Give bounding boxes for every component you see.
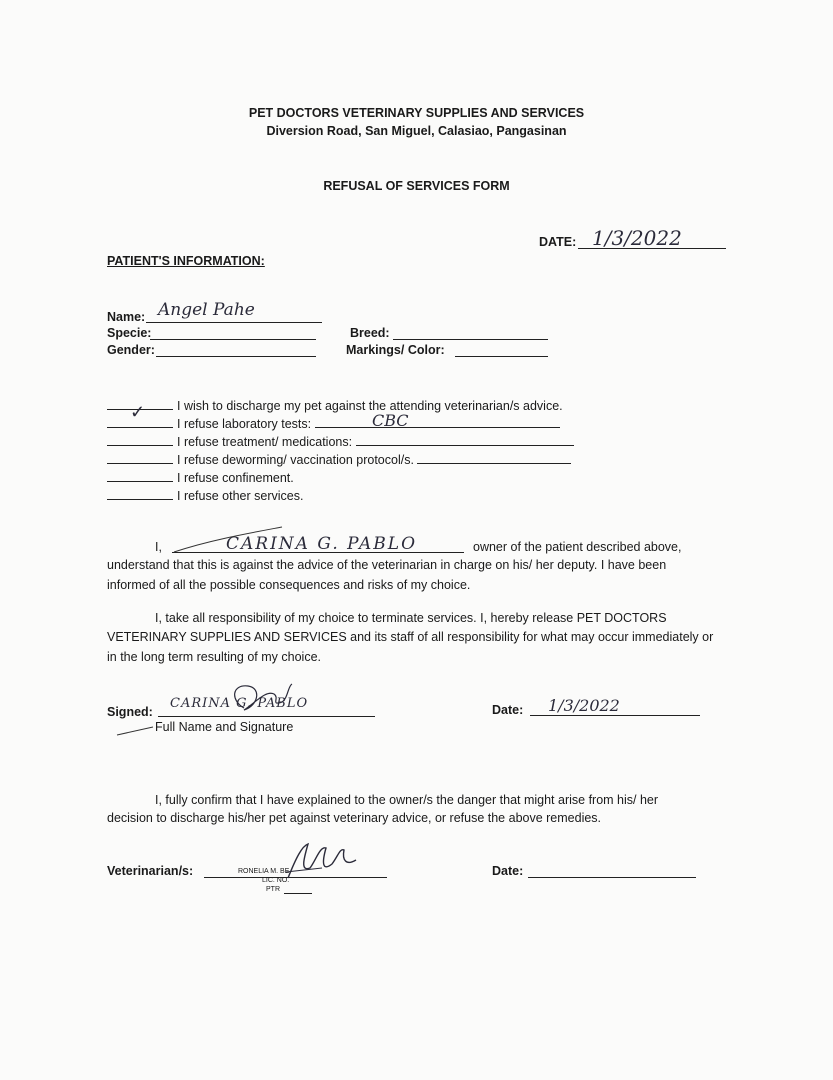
name-line[interactable] bbox=[146, 322, 322, 323]
signed-date-line[interactable] bbox=[530, 715, 700, 716]
date-label: DATE: bbox=[539, 235, 577, 249]
release-line1 bbox=[107, 608, 734, 628]
option-blank[interactable] bbox=[107, 415, 173, 428]
treatment-line[interactable] bbox=[356, 433, 574, 446]
vet-line1-text: I, fully confirm that I have explained to the owner/s the danger that might arise from his/ her bbox=[155, 793, 659, 807]
option-label: I refuse laboratory tests: bbox=[177, 417, 312, 431]
check-mark: ✓ bbox=[130, 402, 146, 423]
signed-stroke bbox=[115, 725, 155, 739]
owner-prefix: I, bbox=[155, 540, 162, 554]
option-label: I refuse deworming/ vaccination protocol/s. bbox=[177, 453, 414, 467]
option-blank[interactable] bbox=[107, 469, 173, 482]
owner-statement-line2: understand that this is against the advice of the veterinarian in charge on his/ her deputy. I have been bbox=[107, 558, 667, 572]
gender-label: Gender: bbox=[107, 343, 155, 357]
option-blank[interactable] bbox=[107, 433, 173, 446]
signed-date-value: 1/3/2022 bbox=[548, 696, 620, 715]
option-label: I wish to discharge my pet against the attending veterinarian/s advice. bbox=[177, 399, 563, 413]
form-title: REFUSAL OF SERVICES FORM bbox=[323, 179, 510, 193]
company-address: Diversion Road, San Miguel, Calasiao, Pangasinan bbox=[266, 124, 567, 138]
gender-line[interactable] bbox=[156, 356, 316, 357]
option-blank[interactable] bbox=[107, 487, 173, 500]
name-label: Name: bbox=[107, 310, 146, 324]
company-name: PET DOCTORS VETERINARY SUPPLIES AND SERVICES bbox=[248, 106, 585, 120]
vet-stamp-lic: LIC. NO. bbox=[262, 877, 290, 884]
owner-name-value: CARINA G. PABLO bbox=[226, 534, 418, 554]
vet-line1 bbox=[107, 790, 734, 810]
option-deworming[interactable] bbox=[107, 451, 571, 469]
specie-line[interactable] bbox=[150, 339, 316, 340]
signed-date-label: Date: bbox=[492, 703, 524, 717]
breed-label: Breed: bbox=[350, 326, 390, 340]
vet-date-line[interactable] bbox=[528, 877, 696, 878]
option-lab-tests[interactable] bbox=[107, 415, 560, 433]
owner-statement-line3: informed of all the possible consequences and risks of my choice. bbox=[107, 578, 471, 592]
signed-label: Signed: bbox=[107, 705, 153, 719]
vet-stamp-name: RONELIA M. BE bbox=[238, 868, 290, 875]
option-blank[interactable] bbox=[107, 451, 173, 464]
vet-ptr-line bbox=[284, 893, 312, 894]
name-value: Angel Pahe bbox=[158, 300, 255, 320]
veterinarian-signature bbox=[282, 838, 362, 888]
release-line1-text: I, take all responsibility of my choice to terminate services. I, hereby release PET DOCTORS bbox=[155, 611, 667, 625]
signed-value: CARINA G. PABLO bbox=[170, 696, 309, 711]
option-label: I refuse treatment/ medications: bbox=[177, 435, 353, 449]
option-treatment[interactable] bbox=[107, 433, 574, 451]
option-label: I refuse other services. bbox=[177, 489, 304, 503]
deworming-line[interactable] bbox=[417, 451, 571, 464]
owner-signature bbox=[222, 680, 322, 720]
owner-line1-rest: owner of the patient described above, bbox=[473, 540, 682, 554]
veterinarian-label: Veterinarian/s: bbox=[107, 864, 194, 878]
date-value: 1/3/2022 bbox=[592, 226, 682, 250]
option-other[interactable] bbox=[107, 487, 303, 505]
signed-caption: Full Name and Signature bbox=[155, 720, 294, 734]
specie-label: Specie: bbox=[107, 326, 152, 340]
lab-tests-value: CBC bbox=[372, 411, 409, 430]
vet-line2: decision to discharge his/her pet against veterinary advice, or refuse the above remedies. bbox=[107, 811, 602, 825]
owner-strike-mark bbox=[170, 525, 290, 555]
markings-line[interactable] bbox=[455, 356, 548, 357]
markings-label: Markings/ Color: bbox=[346, 343, 445, 357]
option-discharge[interactable] bbox=[107, 397, 563, 415]
lab-tests-line[interactable] bbox=[315, 415, 560, 428]
option-label: I refuse confinement. bbox=[177, 471, 294, 485]
vet-stamp-ptr: PTR bbox=[266, 886, 280, 893]
release-line2: VETERINARY SUPPLIES AND SERVICES and its staff of all responsibility for what may occur immediately or bbox=[107, 630, 714, 644]
patient-section-title: PATIENT'S INFORMATION: bbox=[107, 254, 265, 268]
vet-date-label: Date: bbox=[492, 864, 524, 878]
option-confinement[interactable] bbox=[107, 469, 294, 487]
breed-line[interactable] bbox=[393, 339, 548, 340]
release-line3: in the long term resulting of my choice. bbox=[107, 650, 321, 664]
